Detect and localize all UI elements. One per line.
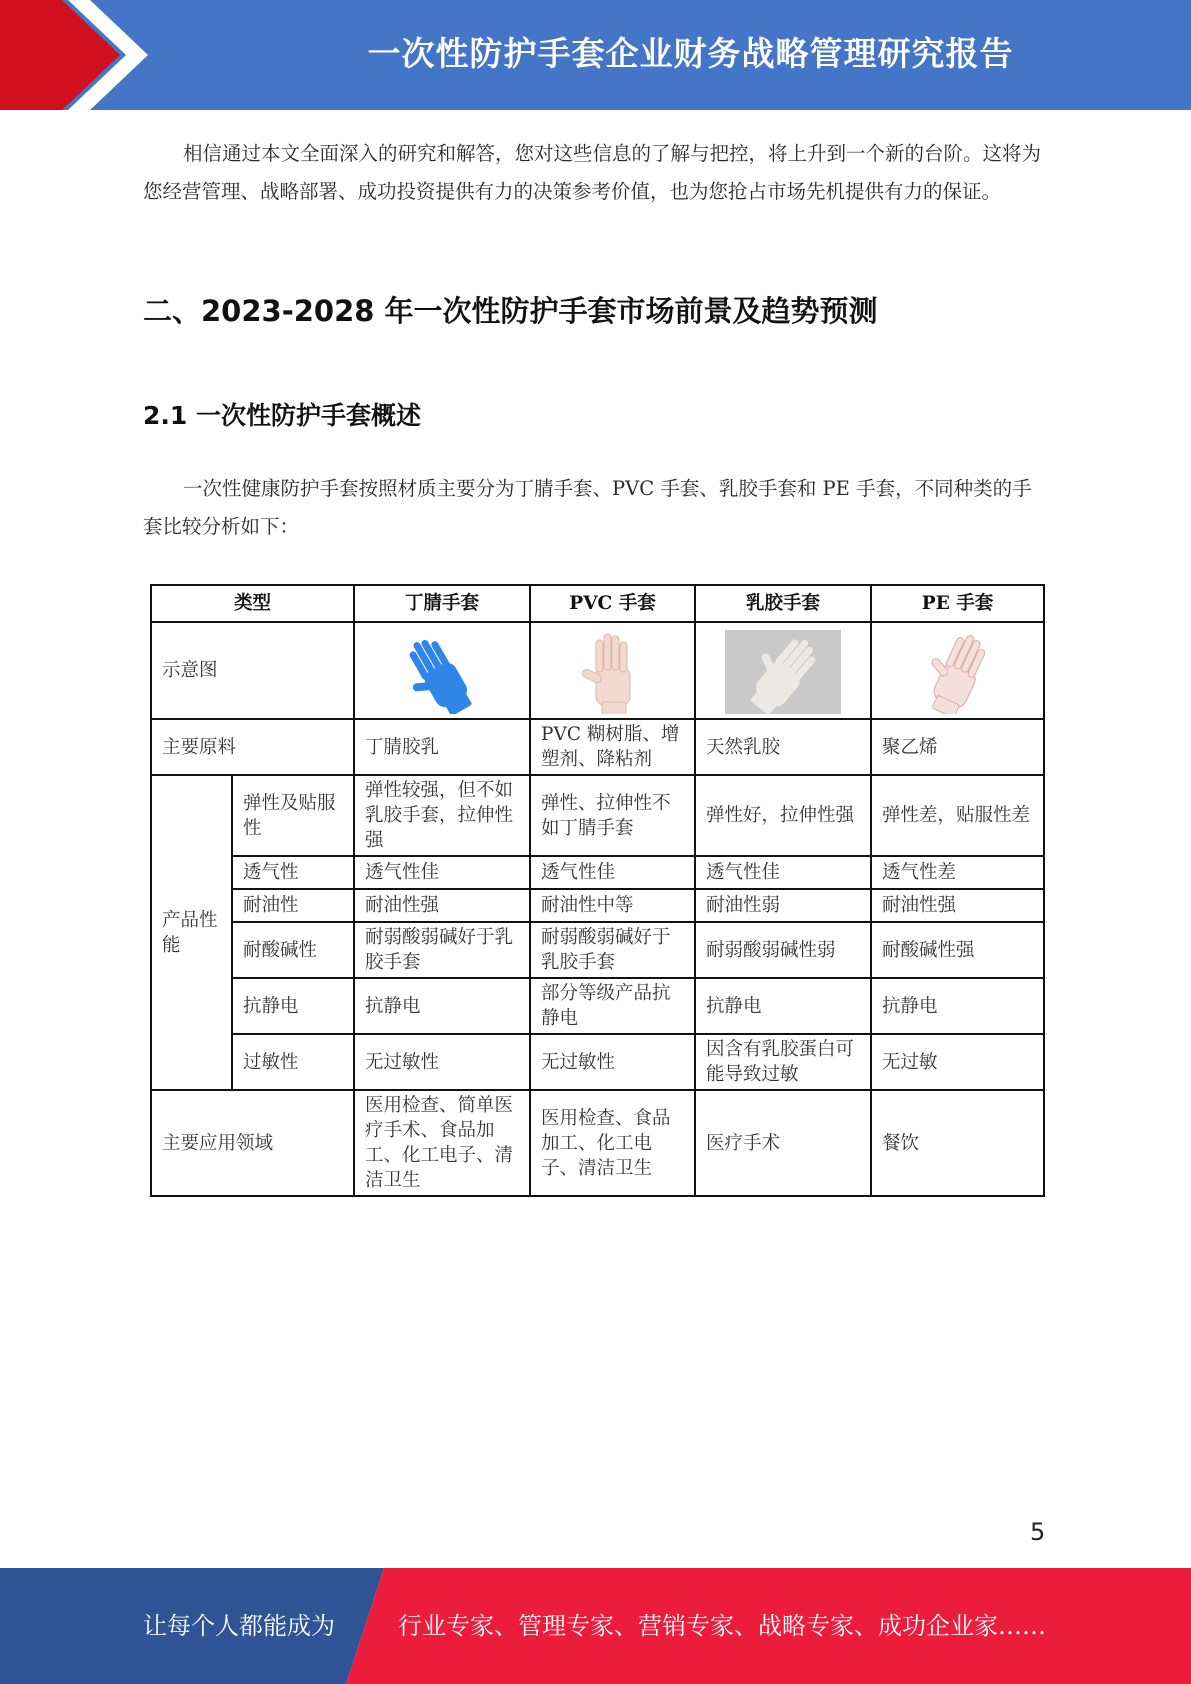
page-number: 5	[1030, 1518, 1046, 1546]
row-label-allergy: 过敏性	[232, 1034, 354, 1090]
pe-glove-image	[871, 622, 1044, 719]
table-cell: 弹性、拉伸性不如丁腈手套	[530, 775, 695, 856]
row-label-raw-material: 主要原料	[151, 719, 354, 775]
table-cell: 丁腈胶乳	[354, 719, 530, 775]
table-row-image	[151, 622, 1044, 719]
table-cell: 耐油性中等	[530, 889, 695, 922]
footer-banner	[0, 1568, 1191, 1684]
section-heading: 二、2023-2028 年一次性防护手套市场前景及趋势预测	[143, 294, 878, 328]
table-cell: 抗静电	[695, 978, 871, 1034]
pvc-glove-image	[530, 622, 695, 719]
table-cell: 医用检查、简单医疗手术、食品加工、化工电子、清洁卫生	[354, 1090, 530, 1196]
row-label-oil-resistance: 耐油性	[232, 889, 354, 922]
header-pvc: PVC 手套	[530, 585, 695, 622]
header-pe: PE 手套	[871, 585, 1044, 622]
footer-left-text: 让每个人都能成为	[143, 1612, 335, 1640]
table-cell: 耐油性强	[354, 889, 530, 922]
table-row-oil-resistance	[151, 889, 1044, 922]
nitrile-glove-image	[354, 622, 530, 719]
row-label-breathability: 透气性	[232, 856, 354, 889]
header-banner	[0, 0, 1191, 110]
footer-right-text: 行业专家、管理专家、营销专家、战略专家、成功企业家……	[398, 1612, 1046, 1640]
table-cell: 耐弱酸弱碱好于乳胶手套	[354, 922, 530, 978]
table-cell: 透气性佳	[695, 856, 871, 889]
table-row-elasticity	[151, 775, 1044, 856]
glove-comparison-table	[150, 584, 1043, 1197]
table-cell: 耐弱酸弱碱性弱	[695, 922, 871, 978]
table-row-acid-alkali	[151, 922, 1044, 978]
table-cell: 无过敏性	[530, 1034, 695, 1090]
table-cell: 耐弱酸弱碱好于乳胶手套	[530, 922, 695, 978]
table-header-row	[151, 585, 1044, 622]
intro-paragraph: 相信通过本文全面深入的研究和解答，您对这些信息的了解与把控，将上升到一个新的台阶。这将为您经营管理、战略部署、成功投资提供有力的决策参考价值，也为您抢占市场先机提供有力的保证。	[143, 142, 1042, 203]
table-cell: PVC 糊树脂、增塑剂、降粘剂	[530, 719, 695, 775]
table-row-application	[151, 1090, 1044, 1196]
table-cell: 天然乳胶	[695, 719, 871, 775]
row-group-performance: 产品性能	[151, 775, 232, 1090]
header-type: 类型	[151, 585, 354, 622]
table-cell: 弹性差，贴服性差	[871, 775, 1044, 856]
table-cell: 因含有乳胶蛋白可能导致过敏	[695, 1034, 871, 1090]
table-cell: 医疗手术	[695, 1090, 871, 1196]
table-cell: 耐油性强	[871, 889, 1044, 922]
table-cell: 聚乙烯	[871, 719, 1044, 775]
row-label-application: 主要应用领域	[151, 1090, 354, 1196]
table-cell: 抗静电	[354, 978, 530, 1034]
row-label-antistatic: 抗静电	[232, 978, 354, 1034]
pvc-glove-icon	[558, 628, 668, 714]
table-row-antistatic	[151, 978, 1044, 1034]
overview-paragraph: 一次性健康防护手套按照材质主要分为丁腈手套、PVC 手套、乳胶手套和 PE 手套，不同种类的手套比较分析如下：	[143, 477, 1032, 538]
table-cell: 无过敏性	[354, 1034, 530, 1090]
table-cell: 耐油性弱	[695, 889, 871, 922]
table-cell: 医用检查、食品加工、化工电子、清洁卫生	[530, 1090, 695, 1196]
latex-glove-image	[695, 622, 871, 719]
row-label-image: 示意图	[151, 622, 354, 719]
table-cell: 弹性好，拉伸性强	[695, 775, 871, 856]
row-label-acid-alkali: 耐酸碱性	[232, 922, 354, 978]
nitrile-glove-icon	[387, 628, 497, 714]
pe-glove-icon	[903, 628, 1013, 714]
table-cell: 透气性佳	[530, 856, 695, 889]
table-cell: 耐酸碱性强	[871, 922, 1044, 978]
row-label-elasticity: 弹性及贴服性	[232, 775, 354, 856]
table-row-raw-material	[151, 719, 1044, 775]
header-arrow-decoration	[0, 0, 230, 110]
latex-glove-icon	[723, 628, 843, 714]
table-cell: 抗静电	[871, 978, 1044, 1034]
table-cell: 弹性较强，但不如乳胶手套，拉伸性强	[354, 775, 530, 856]
header-latex: 乳胶手套	[695, 585, 871, 622]
table-cell: 部分等级产品抗静电	[530, 978, 695, 1034]
table-cell: 透气性差	[871, 856, 1044, 889]
table-cell: 餐饮	[871, 1090, 1044, 1196]
table-cell: 透气性佳	[354, 856, 530, 889]
report-title: 一次性防护手套企业财务战略管理研究报告	[367, 34, 1014, 73]
subsection-heading: 2.1 一次性防护手套概述	[143, 401, 421, 430]
table-cell: 无过敏	[871, 1034, 1044, 1090]
table-row-allergy	[151, 1034, 1044, 1090]
table-row-breathability	[151, 856, 1044, 889]
header-nitrile: 丁腈手套	[354, 585, 530, 622]
